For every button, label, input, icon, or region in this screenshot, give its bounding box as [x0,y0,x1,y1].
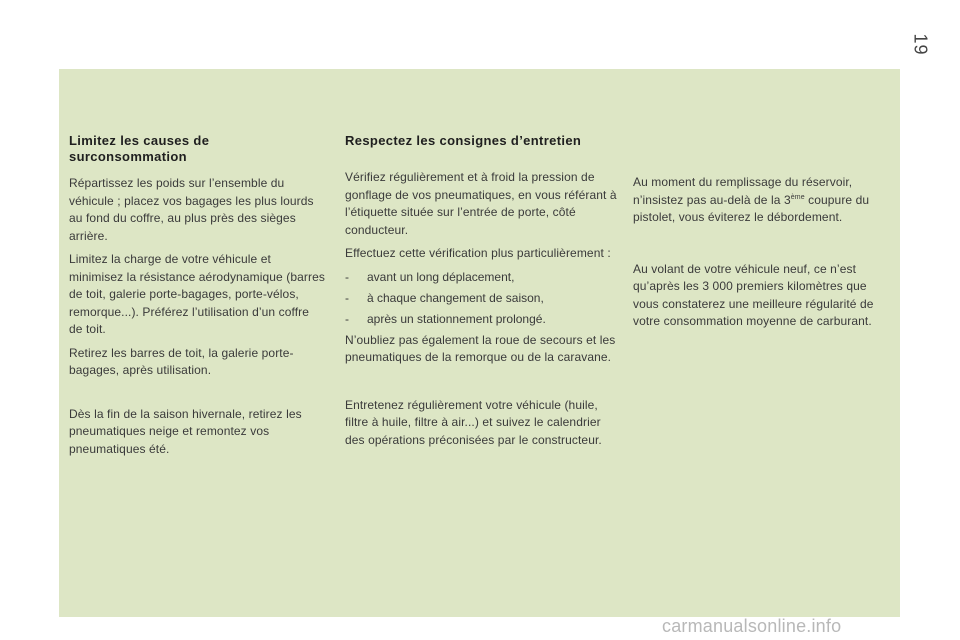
watermark-text: carmanualsonline.info [662,616,842,636]
paragraph-tyre-pressure: Vérifiez régulièrement et à froid la pression de gonflage de vos pneumatiques, en vous référant à l’étiquette située sur l’entrée de porte, côté conducteur. [345,170,617,237]
list-dash: - [345,269,349,284]
paragraph-remove-roof-bars: Retirez les barres de toit, la galerie porte-bagages, après utilisation. [69,345,294,377]
paragraph-new-vehicle: Au volant de votre véhicule neuf, ce n’est qu’après les 3 000 premiers kilomètres que vous constaterez une meilleure régularité de votre consommation moyenne de carburant. [633,261,874,328]
paragraph-load-limit: Limitez la charge de votre véhicule et minimisez la résistance aérodynamique (barres de toit, galerie porte-bagages, porte-vélos, remorque...). Préférez l’utilisation d’un coffre de toit. [69,252,325,336]
paragraph-service-schedule: Entretenez régulièrement votre véhicule (huile, filtre à huile, filtre à air...) et suivez le calendrier des opérations préconisées par le constructeur. [345,397,602,447]
paragraph-weight-distribution: Répartissez les poids sur l’ensemble du véhicule ; placez vos bagages les plus lourds au fond du coffre, au plus près des sièges arrière. [69,176,314,243]
page-number: 19 [910,33,931,56]
paragraph-refuelling: Au moment du remplissage du réservoir, n’insistez pas au-delà de la 3ème coupure du pistolet, vous éviterez le débordement. [633,175,870,224]
column-maintenance [345,133,620,449]
column-tips [633,174,891,331]
paragraph-winter-tyres: Dès la fin de la saison hivernale, retirez les pneumatiques neige et remontez vos pneumatiques été. [69,406,302,456]
paragraph-spare-wheel: N’oubliez pas également la roue de secours et les pneumatiques de la remorque ou de la caravane. [345,332,616,364]
section-title-overconsumption: Limitez les causes de surconsommation [69,133,210,164]
paragraph-check-particularly: Effectuez cette vérification plus particulièrement : [345,246,611,260]
column-fuel-overconsumption [69,133,325,458]
list-dash: - [345,290,349,305]
list-item: - avant un long déplacement, [345,269,620,287]
superscript-eme: ème [790,193,805,201]
list-dash: - [345,311,349,326]
list-item: - à chaque changement de saison, [345,290,620,308]
list-item: - après un stationnement prolongé. [345,311,620,329]
section-title-maintenance: Respectez les consignes d’entretien [345,133,582,148]
check-occasions-list [345,269,620,329]
